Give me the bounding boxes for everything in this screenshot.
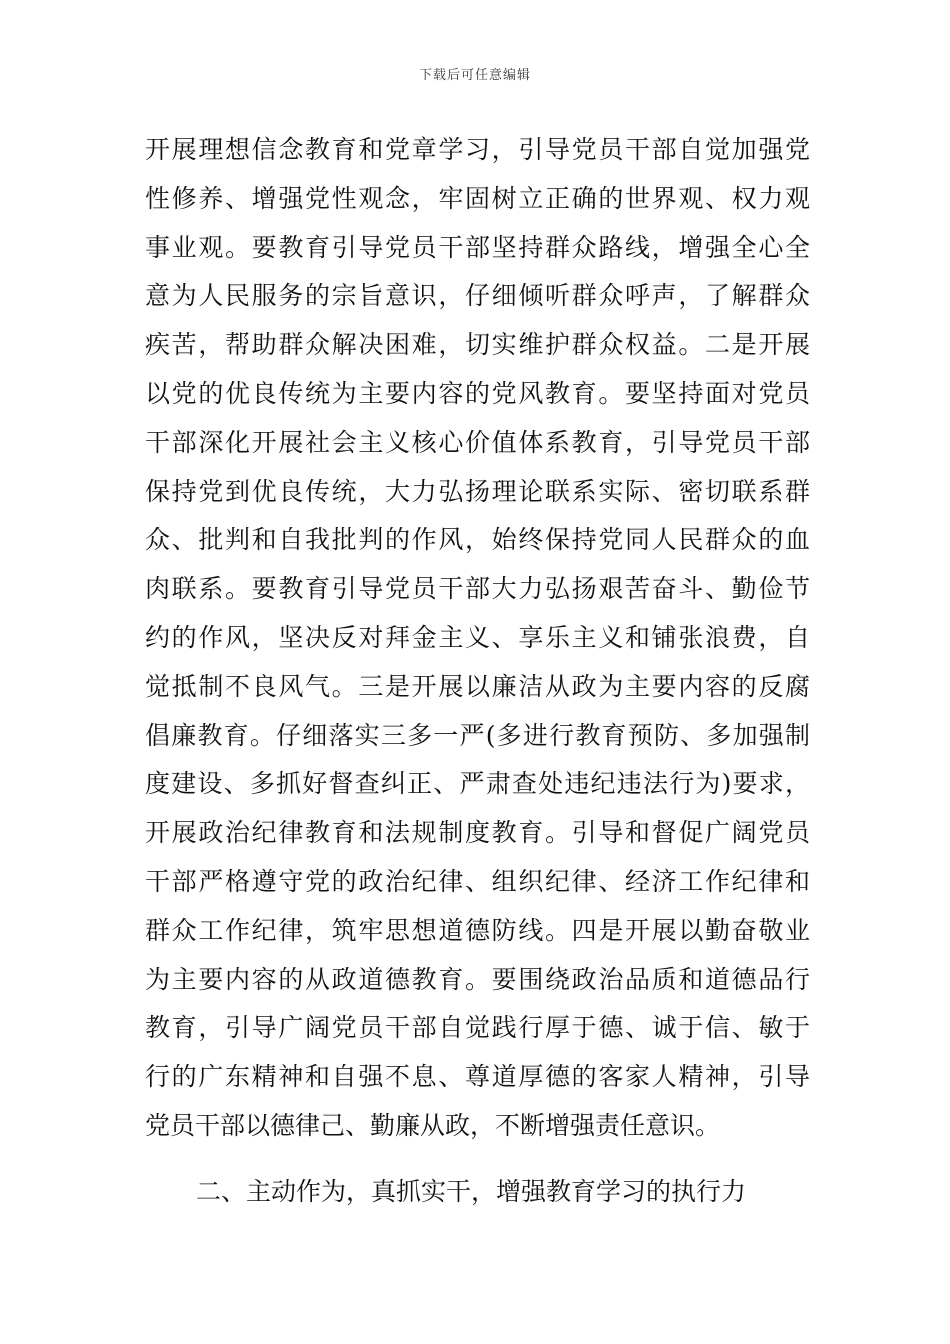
paragraph-line: 为主要内容的从政道德教育。要围绕政治品质和道德品行 (145, 964, 810, 994)
paragraph-line: 教育，引导广阔党员干部自觉践行厚于德、诚于信、敏于 (145, 1013, 810, 1043)
paragraph-line: 倡廉教育。仔细落实三多一严(多进行教育预防、多加强制 (145, 720, 810, 750)
paragraph-line: 行的广东精神和自强不息、尊道厚德的客家人精神，引导 (145, 1062, 810, 1092)
paragraph-line: 疾苦，帮助群众解决困难，切实维护群众权益。二是开展 (145, 330, 810, 360)
paragraph-line: 肉联系。要教育引导党员干部大力弘扬艰苦奋斗、勤俭节 (145, 574, 810, 604)
body-paragraph (145, 126, 810, 1151)
paragraph-line: 事业观。要教育引导党员干部坚持群众路线，增强全心全 (145, 232, 810, 262)
paragraph-line: 党员干部以德律己、勤廉从政，不断增强责任意识。 (145, 1110, 721, 1140)
paragraph-line: 性修养、增强党性观念，牢固树立正确的世界观、权力观 (145, 183, 810, 213)
paragraph-line: 保持党到优良传统，大力弘扬理论联系实际、密切联系群 (145, 476, 810, 506)
paragraph-line: 约的作风，坚决反对拜金主义、享乐主义和铺张浪费，自 (145, 622, 810, 652)
paragraph-line: 干部严格遵守党的政治纪律、组织纪律、经济工作纪律和 (145, 866, 810, 896)
paragraph-line: 开展理想信念教育和党章学习，引导党员干部自觉加强党 (145, 135, 810, 164)
paragraph-line: 众、批判和自我批判的作风，始终保持党同人民群众的血 (145, 525, 810, 555)
paragraph-line: 度建设、多抓好督查纠正、严肃查处违纪违法行为)要求， (145, 769, 810, 799)
section-heading: 二、主动作为，真抓实干，增强教育学习的执行力 (196, 1177, 747, 1206)
paragraph-line: 开展政治纪律教育和法规制度教育。引导和督促广阔党员 (145, 818, 810, 848)
paragraph-line: 觉抵制不良风气。三是开展以廉洁从政为主要内容的反腐 (145, 671, 810, 701)
paragraph-line: 以党的优良传统为主要内容的党风教育。要坚持面对党员 (145, 378, 810, 408)
paragraph-line: 干部深化开展社会主义核心价值体系教育，引导党员干部 (145, 427, 810, 457)
page-header-note: 下载后可任意编辑 (418, 68, 531, 83)
paragraph-line: 群众工作纪律，筑牢思想道德防线。四是开展以勤奋敬业 (145, 915, 810, 945)
paragraph-line: 意为人民服务的宗旨意识，仔细倾听群众呼声，了解群众 (145, 281, 810, 311)
